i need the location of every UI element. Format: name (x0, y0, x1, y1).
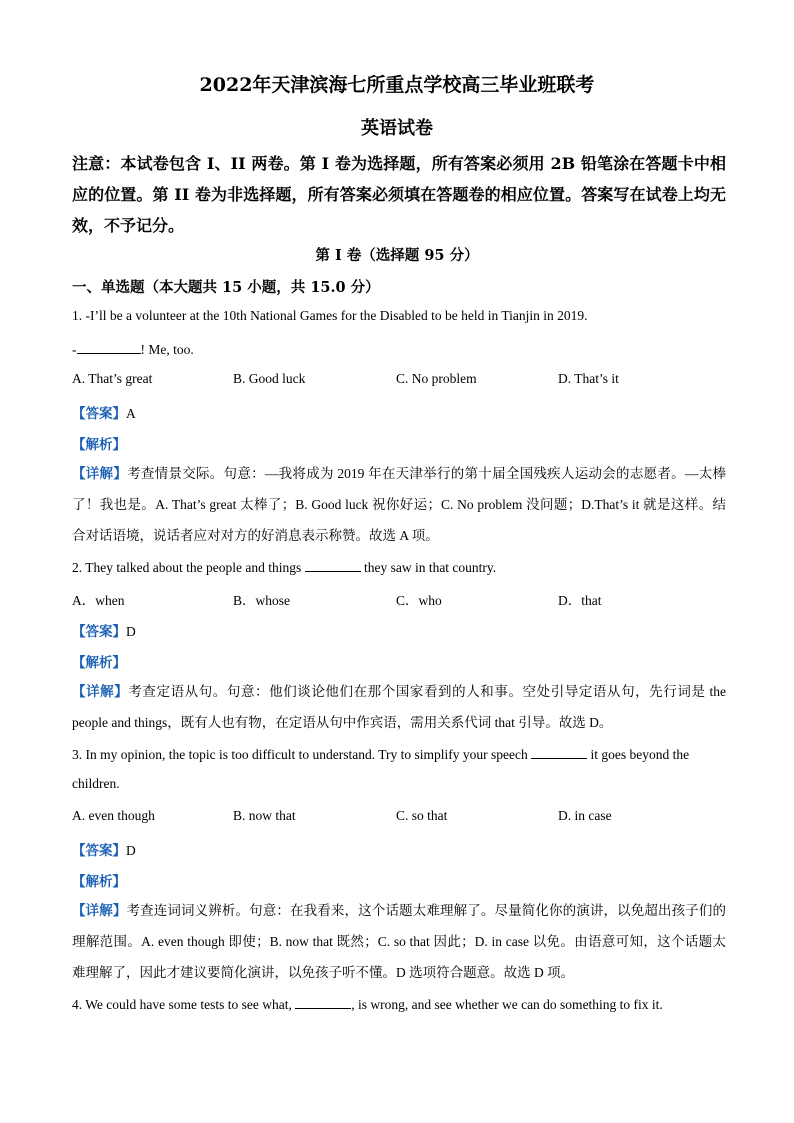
question-2-answer-value: D (126, 624, 136, 639)
question-4-stem-after: , is wrong, and see whether we can do something to fix it. (351, 997, 663, 1012)
question-2-analysis-label (72, 651, 726, 671)
question-1-option-b: B. Good luck (233, 371, 306, 386)
question-3-stem (72, 745, 726, 763)
question-1-detail (72, 458, 726, 551)
question-1-blank (77, 340, 141, 354)
part-title: 第 I 卷（选择题 95 分） (315, 247, 479, 264)
exam-title: 2022年天津滨海七所重点学校高三毕业班联考 (199, 74, 595, 96)
question-3-option-a: A. even though (72, 808, 155, 823)
detail-label: 【详解】 (72, 903, 127, 918)
answer-label: 【答案】 (72, 624, 126, 639)
analysis-label: 【解析】 (72, 437, 126, 452)
exam-subtitle: 英语试卷 (361, 118, 433, 139)
answer-label: 【答案】 (72, 843, 126, 858)
question-3-answer-value: D (126, 843, 136, 858)
question-1-analysis-label (72, 433, 726, 453)
question-3-blank (531, 745, 587, 759)
question-3-option-b: B. now that (233, 808, 296, 823)
question-2-option-c: C．who (396, 593, 442, 608)
question-2-detail (72, 676, 726, 738)
question-2-stem (72, 558, 726, 576)
analysis-label: 【解析】 (72, 874, 126, 889)
question-1-answer-value: A (126, 406, 136, 421)
analysis-label: 【解析】 (72, 655, 126, 670)
detail-label: 【详解】 (72, 684, 129, 699)
question-1-reply-prefix: - (72, 342, 77, 357)
question-2-detail-text: 考查定语从句。句意：他们谈论他们在那个国家看到的人和事。空处引导定语从句，先行词是 the people and things，既有人也有物，在定语从句中作宾语，需用关系代词 that 引导。故选 D。 (72, 684, 727, 730)
question-3-stem-line2: children. (72, 776, 120, 791)
exam-notice: 注意：本试卷包含 I、II 两卷。第 I 卷为选择题，所有答案必须用 2B 铅笔涂在答题卡中相应的位置。第 II 卷为非选择题，所有答案必须填在答题卷的相应位置。答案写在试卷上均无效，不予记分。 (72, 154, 726, 235)
answer-label: 【答案】 (72, 406, 126, 421)
question-1-reply (72, 340, 726, 358)
question-3-analysis-label (72, 870, 726, 890)
section-heading: 一、单选题（本大题共 15 小题，共 15.0 分） (72, 279, 380, 296)
detail-label: 【详解】 (72, 466, 128, 481)
question-1-option-c: C. No problem (396, 371, 477, 386)
question-1-option-a: A. That’s great (72, 371, 153, 386)
question-3-option-d: D. in case (558, 808, 612, 823)
question-1-detail-text: 考查情景交际。句意：—我将成为 2019 年在天津举行的第十届全国残疾人运动会的志愿者。—太棒了！我也是。A. That’s great 太棒了；B. Good luck 祝你好运；C. No problem 没问题；D.That’s it 就是这样。结合对话语境，说话者应对对方的好消息表示称赞。故选 A 项。 (72, 466, 726, 543)
question-3-stem-before: 3. In my opinion, the topic is too difficult to understand. Try to simplify your speech (72, 747, 532, 762)
question-3-answer (72, 839, 726, 859)
question-4-blank (295, 995, 351, 1009)
question-3-stem-after: it goes beyond the (587, 747, 690, 762)
question-2-option-d: D．that (558, 593, 602, 608)
question-2-blank (305, 558, 361, 572)
question-3-option-c: C. so that (396, 808, 448, 823)
question-1-option-d: D. That’s it (558, 371, 619, 386)
question-1-answer (72, 402, 726, 422)
question-2-option-a: A．when (72, 593, 125, 608)
question-4-stem (72, 995, 726, 1013)
question-2-stem-before: 2. They talked about the people and things (72, 560, 305, 575)
question-3-detail (72, 895, 726, 988)
question-4-stem-before: 4. We could have some tests to see what, (72, 997, 296, 1012)
question-1-reply-suffix: ! Me, too. (140, 342, 194, 357)
question-3-detail-text: 考查连词词义辨析。句意：在我看来，这个话题太难理解了。尽量简化你的演讲，以免超出孩子们的理解范围。A. even though 即使；B. now that 既然；C. so that 因此；D. in case 以免。由语意可知，这个话题太难理解了，因此才建议要简化演讲，以免孩子听不懂。D 选项符合题意。故选 D 项。 (72, 903, 727, 980)
question-1-stem: 1. -I’ll be a volunteer at the 10th National Games for the Disabled to be held in Tianjin in 2019. (72, 308, 588, 323)
question-2-stem-after: they saw in that country. (360, 560, 497, 575)
question-2-answer (72, 620, 726, 640)
question-2-option-b: B．whose (233, 593, 290, 608)
